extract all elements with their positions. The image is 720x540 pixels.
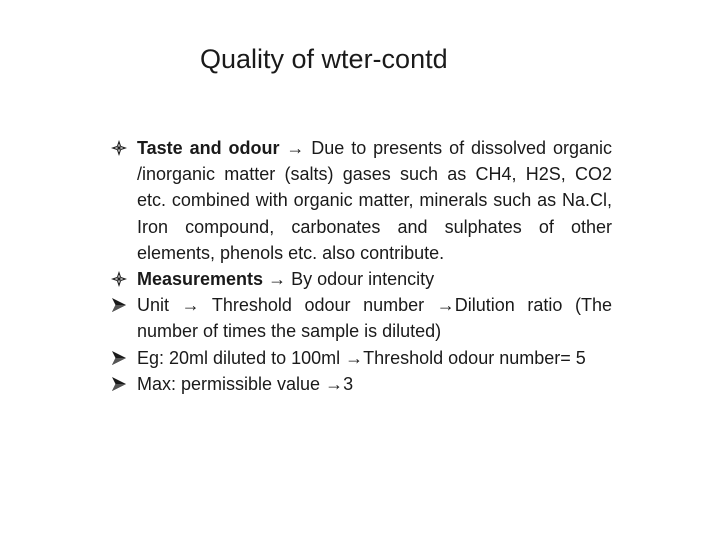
bullet-item-measurements <box>108 266 612 292</box>
slide-title: Quality of wter-contd <box>200 44 448 74</box>
arrowhead-icon <box>108 371 130 397</box>
bullet-text: Eg: 20ml diluted to 100ml →Threshold odour number= 5 <box>137 347 586 368</box>
bullet-text: → Due to presents of dissolved organic /inorganic matter (salts) gases such as CH4, H2S, CO2 etc. combined with organic matter, minerals such as Na.Cl, Iron compound, carbonates and sulphates of other elements, phenols etc. also contribute. <box>137 138 612 263</box>
bullet-item-taste-and-odour <box>108 135 612 266</box>
bullet-text: → By odour intencity <box>263 269 435 290</box>
bullet-text: Max: permissible value →3 <box>137 373 354 394</box>
bullet-lead: Measurements <box>137 269 264 290</box>
arrowhead-icon <box>108 345 130 371</box>
bullet-item-unit <box>108 292 612 344</box>
diamond-icon <box>108 266 130 292</box>
bullet-item-max-value <box>108 371 612 397</box>
bullet-item-example <box>108 345 612 371</box>
bullet-lead: Taste and odour <box>137 138 280 158</box>
arrowhead-icon <box>108 292 130 318</box>
bullet-list <box>108 135 612 397</box>
bullet-text: Unit → Threshold odour number →Dilution ratio (The number of times the sample is diluted) <box>137 295 612 342</box>
diamond-icon <box>108 135 130 161</box>
